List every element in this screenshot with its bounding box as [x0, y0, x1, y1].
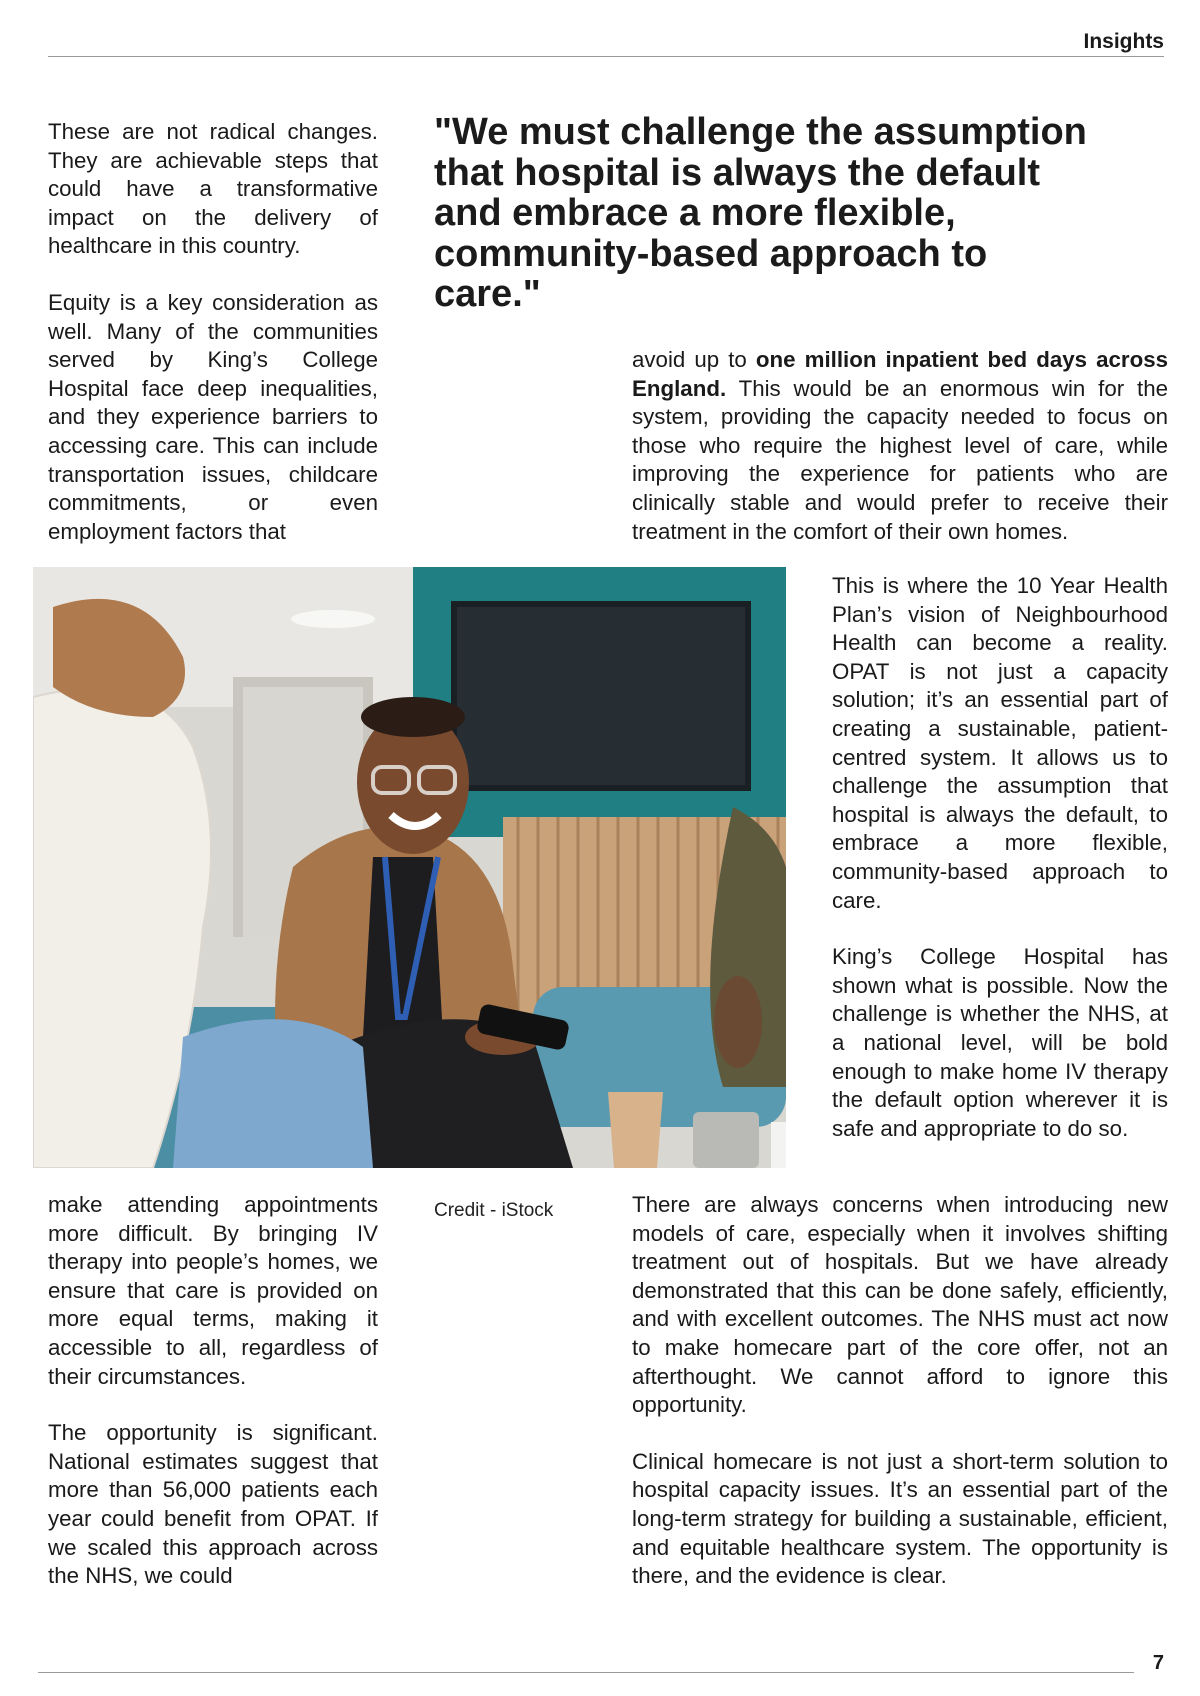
pull-quote: "We must challenge the assumption that hospital is always the default and embrace a more flexible, community-based approach to care." [434, 111, 1087, 315]
paragraph: Clinical homecare is not just a short-term solution to hospital capacity issues. It’s an essential part of the long-term strategy for building a sustainable, efficient, and equitable healthcare system. The opportunity is there, and the evidence is clear. [632, 1448, 1168, 1589]
highlight-text: one million inpatient bed days across England. [632, 347, 1168, 401]
section-label: Insights [1083, 30, 1164, 53]
photo-credit: Credit - iStock [434, 1200, 554, 1221]
paragraph-lead: avoid up to [632, 347, 756, 372]
paragraph: There are always concerns when introducing new models of care, especially when it involves shifting treatment out of hospitals. But we have already demonstrated that this can be done safely, efficiently, and with excellent outcomes. The NHS must act now to make homecare part of the core offer, not an afterthought. We cannot afford to ignore this opportunity. [632, 1192, 1168, 1418]
column-right-top [632, 346, 1168, 546]
paragraph: The opportunity is significant. National estimates suggest that more than 56,000 patients each year could benefit from OPAT. If we scaled this approach across the NHS, we could [48, 1420, 378, 1589]
paragraph-rest: This would be an enormous win for the system, providing the capacity needed to focus on those who require the highest level of care, while improving the experience for patients who are clinically stable and would prefer to receive their treatment in the comfort of their own homes. [632, 375, 1168, 544]
column-left-top [48, 118, 378, 546]
article-photo [33, 567, 786, 1168]
column-left-bottom [48, 1191, 378, 1591]
paragraph: Equity is a key consideration as well. Many of the communities served by King’s College Hospital face deep inequalities, and they experience barriers to accessing care. This can include transportation issues, childcare commitments, or even employment factors that [48, 289, 378, 544]
paragraph [632, 346, 1168, 546]
page-number: 7 [1152, 1652, 1164, 1674]
paragraph: This is where the 10 Year Health Plan’s vision of Neighbourhood Health can become a reality. OPAT is not just a capacity solution; it’s an essential part of creating a sustainable, patient-centred system. It allows us to challenge the assumption that hospital is always the default, to embrace a more flexible, community-based approach to care. [832, 573, 1168, 913]
footer-rule [38, 1672, 1134, 1673]
paragraph: These are not radical changes. They are achievable steps that could have a transformative impact on the delivery of healthcare in this country. [48, 119, 378, 259]
header-rule [48, 56, 1164, 57]
paragraph: King’s College Hospital has shown what is possible. Now the challenge is whether the NHS, at a national level, will be bold enough to make home IV therapy the default option wherever it is safe and appropriate to do so. [832, 944, 1168, 1141]
paragraph: make attending appointments more difficult. By bringing IV therapy into people’s homes, we ensure that care is provided on more equal terms, making it accessible to all, regardless of their circumstances. [48, 1192, 378, 1389]
column-right-middle [832, 572, 1168, 1143]
column-right-bottom [632, 1191, 1168, 1591]
photo-illustration [33, 567, 786, 1168]
